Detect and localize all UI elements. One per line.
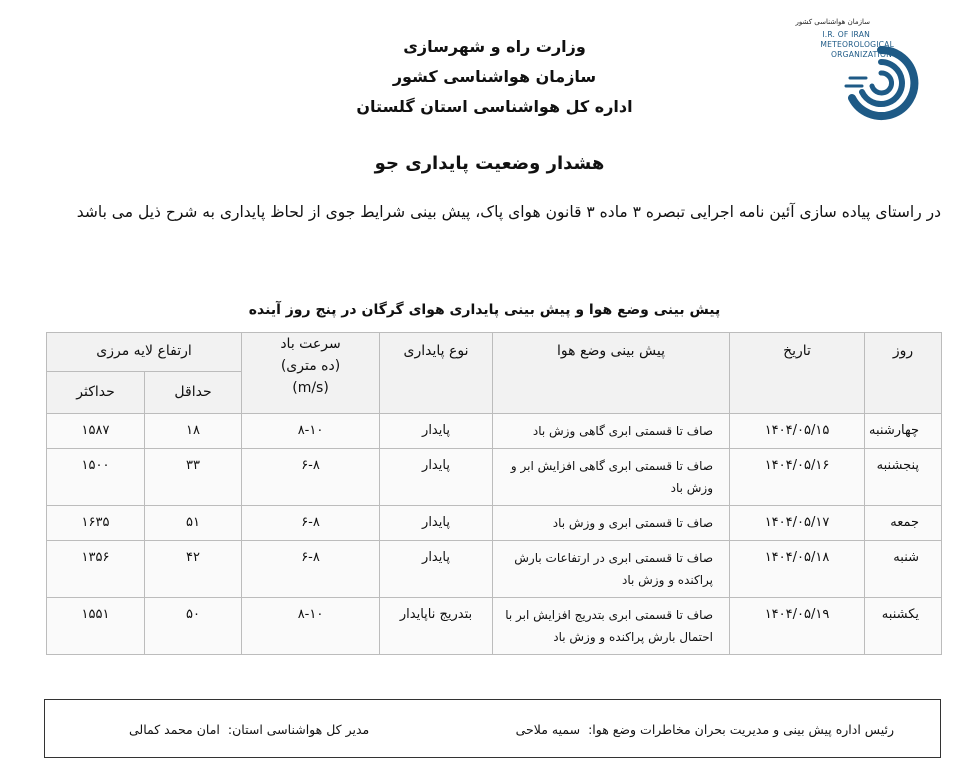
office-name: اداره کل هواشناسی استان گلستان [356,97,633,116]
table-row [47,541,942,598]
letterhead [0,32,969,122]
header-stability: نوع پایداری [380,333,493,414]
director-signature [129,722,369,737]
table-row [47,598,942,655]
signature-box [44,699,941,758]
forecast-head-role: رئیس اداره پیش بینی و مدیریت بحران مخاطرات وضع هوا: [588,722,894,737]
cell-stability: پایدار [422,515,450,530]
cell-min: ۵۰ [186,607,200,622]
cell-day: چهارشنبه [869,423,920,438]
cell-min: ۴۲ [186,550,200,565]
header-weather: پیش بینی وضع هوا [493,333,730,414]
forecast-head-signature [516,722,894,737]
cell-max: ۱۵۰۰ [81,458,110,473]
cell-max: ۱۳۵۶ [81,550,110,565]
cell-date: ۱۴۰۴/۰۵/۱۷ [764,515,830,530]
document-title-text: هشدار وضعیت پایداری جو [374,153,605,174]
intro-paragraph: در راستای پیاده سازی آئین نامه اجرایی تبصره ۳ ماده ۳ قانون هوای پاک، پیش بینی شرایط جوی از لحاظ پایداری به شرح ذیل می باشد [76,203,941,221]
document-title [0,153,969,174]
header-date: تاریخ [730,333,865,414]
cell-wind: ۸-۱۰ [297,423,324,438]
logo-persian-name: سازمان هواشناسی کشور [795,18,870,26]
header-wind-line1: سرعت باد [280,336,341,352]
cell-weather: صاف تا قسمتی ابری و وزش باد [552,516,714,530]
director-role: مدیر کل هواشناسی استان: [227,722,370,737]
organization-name: سازمان هواشناسی کشور [392,67,597,86]
cell-day: شنبه [893,550,920,565]
cell-stability: پایدار [422,550,450,565]
cell-stability: پایدار [422,423,450,438]
table-row [47,506,942,541]
header-boundary-layer: ارتفاع لایه مرزی [47,333,242,372]
cell-wind: ۶-۸ [301,515,320,530]
cell-date: ۱۴۰۴/۰۵/۱۵ [764,423,830,438]
header-min: حداقل [145,372,242,414]
cell-stability: بتدریج ناپایدار [399,607,473,622]
cell-day: جمعه [890,515,920,530]
forecast-table [46,332,942,655]
table-row [47,449,942,506]
forecast-head-name: سمیه ملاحی [515,722,581,737]
logo-english-line1: I.R. OF IRAN [822,30,870,39]
cell-max: ۱۵۸۷ [81,423,110,438]
cell-date: ۱۴۰۴/۰۵/۱۹ [764,607,830,622]
logo-english-line2: METEOROLOGICAL [820,40,894,49]
cell-date: ۱۴۰۴/۰۵/۱۸ [764,550,830,565]
header-wind-line3: (m/s) [292,380,329,396]
cell-wind: ۶-۸ [301,550,320,565]
cell-weather: صاف تا قسمتی ابری بتدریج افزایش ابر با احتمال بارش پراکنده و وزش باد [505,608,714,644]
cell-stability: پایدار [422,458,450,473]
cell-max: ۱۶۳۵ [81,515,110,530]
table-row [47,414,942,449]
header-wind [242,333,380,414]
header-day: روز [865,333,942,414]
cell-wind: ۶-۸ [301,458,320,473]
cell-weather: صاف تا قسمتی ابری در ارتفاعات بارش پراکنده و وزش باد [514,551,714,587]
cell-max: ۱۵۵۱ [81,607,110,622]
header-max: حداکثر [47,372,145,414]
cell-min: ۱۸ [186,423,200,438]
cell-min: ۵۱ [186,515,200,530]
ministry-name: وزارت راه و شهرسازی [403,37,586,56]
cell-date: ۱۴۰۴/۰۵/۱۶ [764,458,830,473]
logo-english-line3: ORGANIZATION [831,50,892,59]
header-wind-line2: (ده متری) [280,358,341,374]
director-name: امان محمد کمالی [129,722,220,737]
cell-weather: صاف تا قسمتی ابری گاهی وزش باد [532,424,714,438]
cell-day: پنجشنبه [876,458,920,473]
cell-wind: ۸-۱۰ [297,607,324,622]
cell-min: ۳۳ [186,458,200,473]
cell-weather: صاف تا قسمتی ابری گاهی افزایش ابر و وزش باد [510,459,714,495]
cell-day: یکشنبه [881,607,920,622]
table-caption: پیش بینی وضع هوا و پیش بینی پایداری هوای گرگان در پنج روز آینده [248,302,721,318]
